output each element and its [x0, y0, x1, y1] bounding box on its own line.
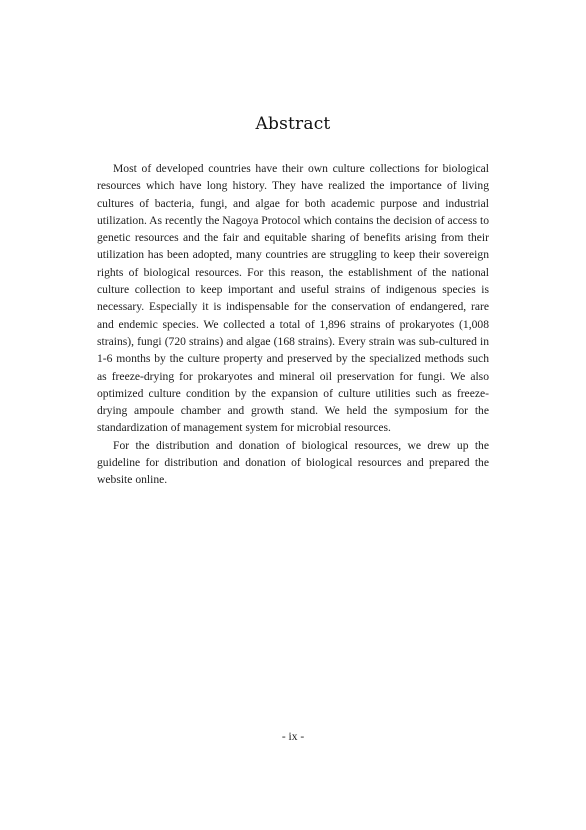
page-title: Abstract: [255, 114, 331, 134]
abstract-paragraph-1: Most of developed countries have their own culture collections for biological resources which have long history. They have realized the importance of living cultures of bacteria, fungi, and algae for both academic purpose and industrial utilization. As recently the Nagoya Protocol which contains the decision of access to genetic resources and the fair and equitable sharing of benefits arising from their utilization has been adopted, many countries are struggling to keep their sovereign rights of biological resources. For this reason, the establishment of the national culture collection to keep important and useful strains of indigenous species is necessary. Especially it is indispensable for the conservation of endangered, rare and endemic species. We collected a total of 1,896 strains of prokaryotes (1,008 strains), fungi (720 strains) and algae (168 strains). Every strain was sub-cultured in 1-6 months by the culture property and preserved by the specialized methods such as freeze-drying for prokaryotes and mineral oil preservation for fungi. We also optimized culture condition by the expansion of culture utilities such as freeze-drying ampoule chamber and growth stand. We held the symposium for the standardization of management system for microbial resources.: [97, 162, 489, 435]
abstract-body: [97, 160, 489, 489]
page-number: - ix -: [281, 731, 305, 743]
abstract-paragraph-2: For the distribution and donation of biological resources, we drew up the guideline for distribution and donation of biological resources and prepared the website online.: [97, 438, 489, 487]
